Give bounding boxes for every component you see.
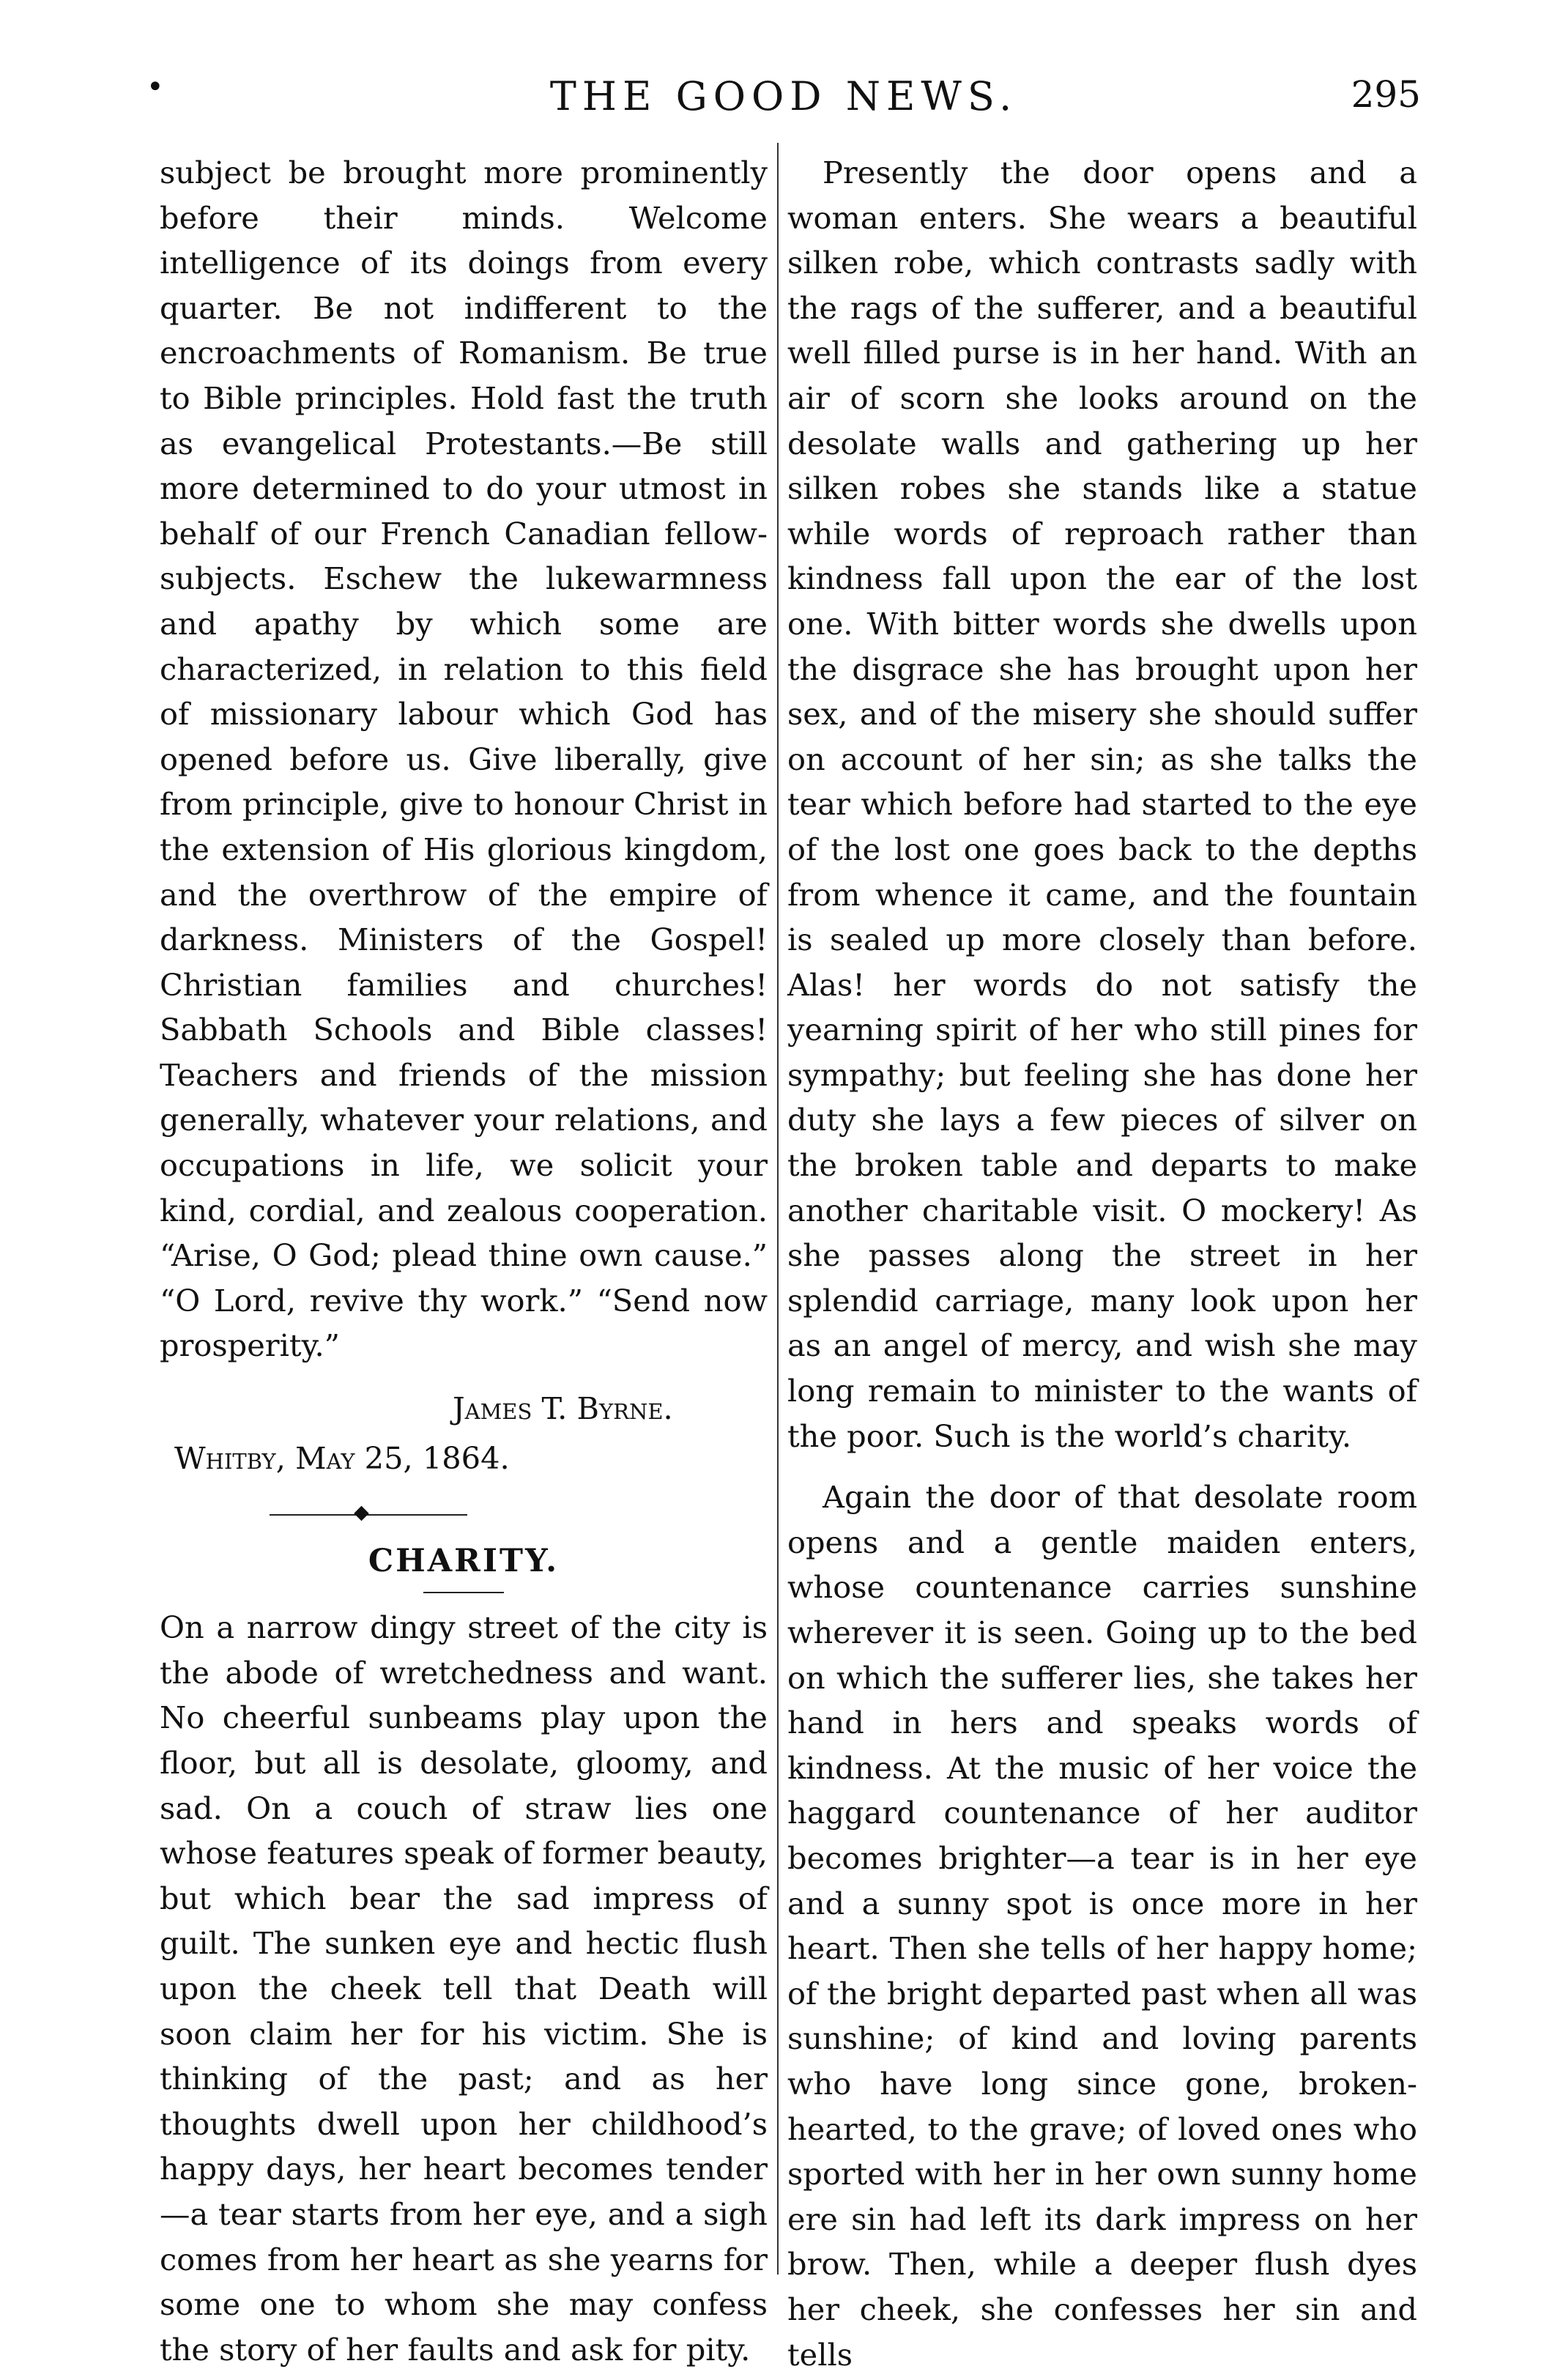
running-title: THE GOOD NEWS. — [549, 73, 1018, 119]
left-column — [160, 150, 768, 2372]
section-divider — [160, 1480, 768, 1539]
title-underline — [423, 1592, 504, 1593]
page-header — [146, 70, 1421, 125]
signature-place: Whitby, May 25, 1864. — [174, 1439, 510, 1476]
divider-ornament-icon: ⬥ — [354, 1499, 369, 1526]
column-divider — [777, 143, 779, 2275]
right-paragraph-2: Again the door of that desolate room opens and a gentle maiden enters, whose countenance carries sunshine wherever it is seen. Going up to the bed on which the sufferer lies, she takes her hand in hers and speaks words of kindness. At the music of her voice the haggard countenance of her auditor becomes brighter—a tear is in her eye and a sunny spot is once more in her heart. Then she tells of her happy home; of the bright departed past when all was sunshine; of kind and loving parents who have long since gone, broken-hearted, to the grave; of loved ones who sported with her in her own sunny home ere sin had left its dark impress on her brow. Then, while a deeper flush dyes her cheek, she confesses her sin and tells — [787, 1479, 1417, 2373]
right-paragraph-1: Presently the door opens and a woman enters. She wears a beautiful silken robe, which contrasts sadly with the rags of the sufferer, and a beautiful well filled purse is in her hand. With an air of scorn she looks around on the desolate walls and gathering up her silken robes she stands like a statue while words of reproach rather than kindness fall upon the ear of the lost one. With bitter words she dwells upon the disgrace she has brought upon her sex, and of the misery she should suffer on account of her sin; as she talks the tear which before had started to the eye of the lost one goes back to the depths from whence it came, and the fountain is sealed up more closely than before. Alas! her words do not satisfy the yearning spirit of her who still pines for sympathy; but feeling she has done her duty she lays a few pieces of silver on the broken table and departs to make another charitable visit. O mockery! As she passes along the street in her splendid carriage, many look upon her as an angel of mercy, and wish she may long remain to minister to the wants of the poor. Such is the world’s charity. — [787, 155, 1417, 1454]
signature-name: James T. Byrne. — [453, 1390, 673, 1427]
left-paragraph-1: subject be brought more prominently before their minds. Welcome intelligence of its doings from every quarter. Be not indifferent to the encroachments of Romanism. Be true to Bible principles. Hold fast the truth as evangelical Protestants.—Be still more determined to do your utmost in behalf of our French Canadian fellow-subjects. Eschew the lukewarmness and apathy by which some are characterized, in relation to this field of missionary labour which God has opened before us. Give liberally, give from principle, give to honour Christ in the extension of His glorious kingdom, and the overthrow of the empire of darkness. Ministers of the Gospel! Christian families and churches! Sabbath Schools and Bible classes! Teachers and friends of the mission generally, whatever your relations, and occupations in life, we solicit your kind, cordial, and zealous cooperation. “Arise, O God; plead thine own cause.” “O Lord, revive thy work.” “Send now prosperity.” — [160, 155, 768, 1364]
section-title: CHARITY. — [368, 1543, 560, 1580]
left-paragraph-2: On a narrow dingy street of the city is the abode of wretchedness and want. No cheerful sunbeams play upon the floor, but all is desolate, gloomy, and sad. On a couch of straw lies one whose features speak of former beauty, but which bear the sad impress of guilt. The sunken eye and hectic flush upon the cheek tell that Death will soon claim her for his victim. She is thinking of the past; and as her thoughts dwell upon her childhood’s happy days, her heart becomes tender—a tear starts from her eye, and a sigh comes from her heart as she yearns for some one to whom she may confess the story of her faults and ask for pity. — [160, 1609, 768, 2368]
paragraph-gap — [787, 1458, 1417, 1475]
right-column — [787, 150, 1417, 2377]
header-dot: • — [146, 70, 164, 104]
page-number: 295 — [1351, 73, 1421, 116]
